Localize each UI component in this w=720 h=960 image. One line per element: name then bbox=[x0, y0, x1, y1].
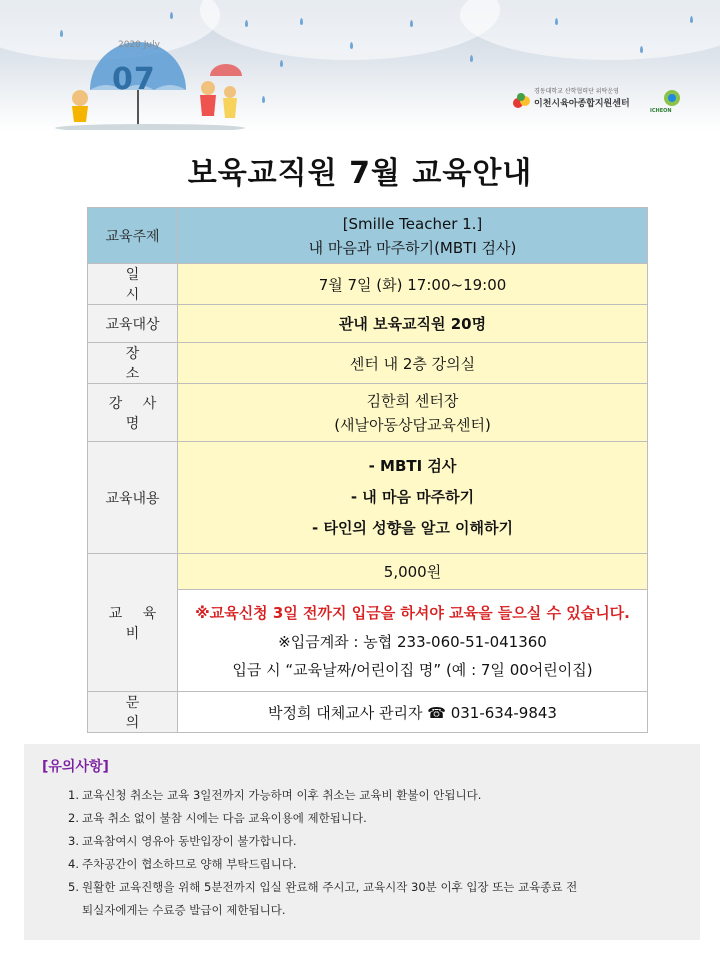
row-contact bbox=[88, 692, 648, 733]
topic-label: 교육주제 bbox=[88, 208, 178, 264]
note-text: 교육신청 취소는 교육 3일전까지 가능하며 이후 취소는 교육비 환불이 안됩니다. bbox=[82, 788, 482, 802]
list-item bbox=[68, 830, 684, 853]
topic-value bbox=[178, 208, 648, 264]
fee-details bbox=[178, 590, 648, 692]
content-value bbox=[178, 442, 648, 554]
note-text: 원활한 교육진행을 위해 5분전까지 입실 완료해 주시고, 교육시작 30분 이후 입장 또는 교육종료 전 bbox=[82, 880, 578, 894]
lecturer-line-1: 김한희 센터장 bbox=[366, 391, 459, 410]
row-date bbox=[88, 264, 648, 305]
education-info-table bbox=[87, 207, 648, 733]
contact-value: 박정희 대체교사 관리자 ☎ 031-634-9843 bbox=[178, 692, 648, 733]
list-item bbox=[68, 853, 684, 876]
fee-amount: 5,000원 bbox=[178, 554, 648, 590]
list-item bbox=[68, 807, 684, 830]
note-number: 5. bbox=[68, 880, 79, 894]
fee-deposit-note: 입금 시 “교육날짜/어린이집 명” (예 : 7일 00어린이집) bbox=[232, 660, 593, 679]
row-content bbox=[88, 442, 648, 554]
city-label: ICHEON bbox=[650, 108, 672, 114]
target-value: 관내 보육교직원 20명 bbox=[178, 305, 648, 343]
org-logo bbox=[512, 86, 710, 116]
note-number: 1. bbox=[68, 788, 79, 802]
content-label: 교육내용 bbox=[88, 442, 178, 554]
org-sub-label: 경동대학교 산학협력단 위탁운영 bbox=[534, 88, 619, 95]
notes-title: [유의사항] bbox=[42, 759, 109, 775]
list-item bbox=[68, 876, 684, 899]
target-label: 교육대상 bbox=[88, 305, 178, 343]
row-place bbox=[88, 343, 648, 384]
contact-label: 문 의 bbox=[88, 692, 178, 733]
note-text: 퇴실자에게는 수료증 발급이 제한됩니다. bbox=[82, 903, 286, 917]
list-item bbox=[68, 784, 684, 807]
page-title: 보육교직원 7월 교육안내 bbox=[187, 156, 533, 191]
year-month-label: 2020 July bbox=[118, 40, 160, 50]
note-text: 교육 취소 없이 불참 시에는 다음 교육이용에 제한됩니다. bbox=[82, 811, 367, 825]
note-number: 4. bbox=[68, 857, 79, 871]
date-value: 7월 7일 (화) 17:00~19:00 bbox=[178, 264, 648, 305]
note-text: 교육참여시 영유아 동반입장이 불가합니다. bbox=[82, 834, 297, 848]
note-number: 3. bbox=[68, 834, 79, 848]
content-item: - 타인의 성향을 알고 이해하기 bbox=[312, 519, 513, 537]
lecturer-value bbox=[178, 384, 648, 442]
place-label: 장 소 bbox=[88, 343, 178, 384]
note-text: 주차공간이 협소하므로 양해 부탁드립니다. bbox=[82, 857, 297, 871]
topic-line-1: [Smille Teacher 1.] bbox=[342, 214, 483, 233]
notes-panel bbox=[24, 744, 700, 940]
lecturer-line-2: (새날아동상담교육센터) bbox=[334, 415, 491, 434]
content-item: - MBTI 검사 bbox=[368, 457, 457, 475]
date-label: 일 시 bbox=[88, 264, 178, 305]
center-logo-icon bbox=[512, 92, 532, 110]
fee-account: ※입금계좌 : 농협 233-060-51-041360 bbox=[278, 632, 547, 651]
note-number: 2. bbox=[68, 811, 79, 825]
row-fee-amount bbox=[88, 554, 648, 590]
content-item: - 내 마음 마주하기 bbox=[350, 488, 475, 506]
row-topic bbox=[88, 208, 648, 264]
org-name: 이천시육아종합지원센터 bbox=[534, 99, 630, 109]
month-number: 07 bbox=[112, 62, 156, 97]
topic-line-2: 내 마음과 마주하기(MBTI 검사) bbox=[308, 238, 517, 257]
fee-label: 교 육 비 bbox=[88, 554, 178, 692]
place-value: 센터 내 2층 강의실 bbox=[178, 343, 648, 384]
lecturer-label: 강 사 명 bbox=[88, 384, 178, 442]
row-lecturer bbox=[88, 384, 648, 442]
notes-list bbox=[40, 784, 684, 922]
fee-notice: ※교육신청 3일 전까지 입금을 하셔야 교육을 들으실 수 있습니다. bbox=[195, 603, 630, 622]
header-banner bbox=[0, 0, 720, 132]
list-item bbox=[68, 899, 684, 922]
row-target bbox=[88, 305, 648, 343]
